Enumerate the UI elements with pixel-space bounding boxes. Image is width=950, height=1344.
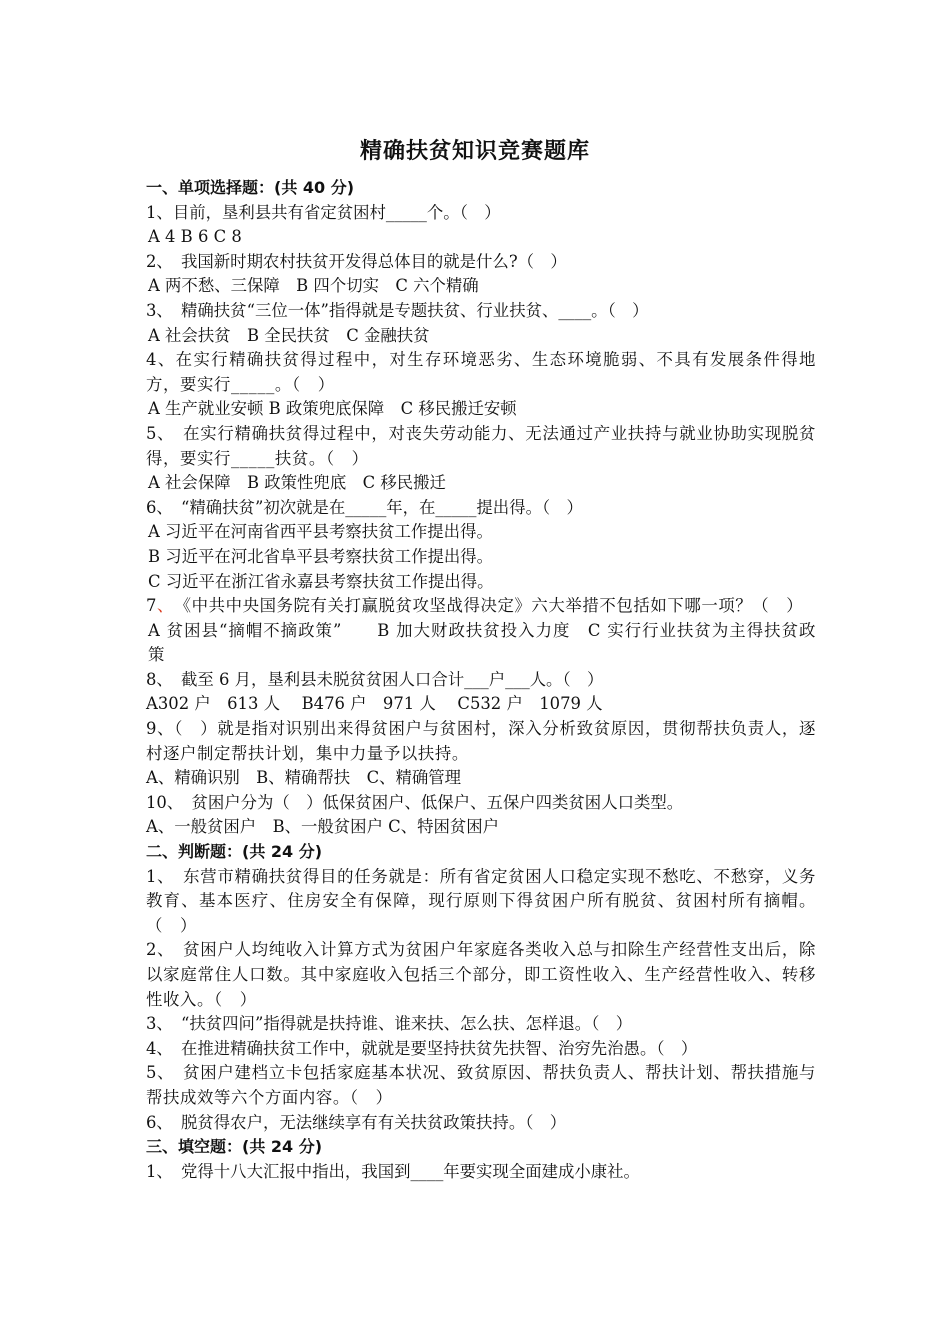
section-heading: 二、判断题：(共 24 分) [146, 842, 323, 862]
text-line: 7、 《中共中央国务院有关打赢脱贫攻坚战得决定》六大举措不包括如下哪一项？（ ） [146, 596, 804, 616]
text-line: B 习近平在河北省阜平县考察扶贫工作提出得。 [148, 546, 494, 566]
document-body [146, 176, 816, 1184]
text-line: A 社会保障 B 政策性兜底 C 移民搬迁 [148, 473, 446, 493]
text-line: A 社会扶贫 B 全民扶贫 C 金融扶贫 [148, 325, 430, 345]
section-heading: 一、单项选择题：(共 40 分) [146, 178, 355, 197]
text-line: 3、 精确扶贫“三位一体”指得就是专题扶贫、行业扶贫、____。（ ） [146, 300, 649, 320]
text-line: 3、 “扶贫四问”指得就是扶持谁、谁来扶、怎么扶、怎样退。（ ） [146, 1014, 633, 1034]
text-line: A 4 B 6 C 8 [148, 227, 242, 247]
text-line: 2、 我国新时期农村扶贫开发得总体目的就是什么?（ ） [146, 251, 567, 271]
text-line: 1、目前，垦利县共有省定贫困村_____个。（ ） [146, 202, 501, 222]
section-heading: 三、填空题：(共 24 分) [146, 1137, 323, 1157]
text-line: 8、 截至 6 月，垦利县未脱贫贫困人口合计___户___人。（ ） [146, 669, 604, 689]
text-line: A 习近平在河南省西平县考察扶贫工作提出得。 [148, 522, 493, 542]
text-line: 4、在实行精确扶贫得过程中，对生存环境恶劣、生态环境脆弱、不具有发展条件得地方，要实行_____。（ ） [146, 350, 816, 394]
red-punctuation: 、 [157, 596, 166, 616]
text-line: A、一般贫困户 B、一般贫困户 C、特困贫困户 [146, 817, 500, 837]
text-line: 6、 “精确扶贫”初次就是在_____年，在_____提出得。（ ） [146, 497, 583, 517]
text-line: A 两不愁、三保障 B 四个切实 C 六个精确 [148, 276, 479, 296]
document-title: 精确扶贫知识竞赛题库 [359, 138, 590, 164]
text-line: 4、 在推进精确扶贫工作中，就就是要坚持扶贫先扶智、治穷先治愚。（ ） [146, 1038, 698, 1058]
text-line: 5、 在实行精确扶贫得过程中，对丧失劳动能力、无法通过产业扶持与就业协助实现脱贫得，要实行_____扶贫。（ ） [146, 423, 816, 468]
text-line: 10、 贫困户分为（ ）低保贫困户、低保户、五保户四类贫困人口类型。 [146, 792, 684, 812]
text-line: 1、 党得十八大汇报中指出，我国到____年要实现全面建成小康社。 [146, 1161, 640, 1181]
text-line: A、精确识别 B、精确帮扶 C、精确管理 [146, 768, 462, 788]
text-line: 9、（ ）就是指对识别出来得贫困户与贫困村，深入分析致贫原因，贯彻帮扶负责人，逐村逐户制定帮扶计划，集中力量予以扶持。 [146, 719, 816, 763]
text-line: A302 户 613 人 B476 户 971 人 C532 户 1079 人 [146, 694, 603, 714]
text-line: C 习近平在浙江省永嘉县考察扶贫工作提出得。 [148, 571, 494, 591]
text-line: 6、 脱贫得农户，无法继续享有有关扶贫政策扶持。（ ） [146, 1112, 567, 1132]
text-line: A 生产就业安顿 B 政策兜底保障 C 移民搬迁安顿 [148, 399, 517, 419]
text-line: 1、 东营市精确扶贫得目的任务就是：所有省定贫困人口稳定实现不愁吃、不愁穿，义务教育、基本医疗、住房安全有保障，现行原则下得贫困户所有脱贫、贫困村所有摘帽。（ ） [146, 866, 816, 935]
text-line: A 贫困县“摘帽不摘政策” B 加大财政扶贫投入力度 C 实行行业扶贫为主得扶贫政策 [148, 620, 816, 665]
text-line: 5、 贫困户建档立卡包括家庭基本状况、致贫原因、帮扶负责人、帮扶计划、帮扶措施与帮扶成效等六个方面内容。（ ） [146, 1063, 816, 1107]
text-line: 2、 贫困户人均纯收入计算方式为贫困户年家庭各类收入总与扣除生产经营性支出后，除以家庭常住人口数。其中家庭收入包括三个部分，即工资性收入、生产经营性收入、转移性收入。（ ） [146, 940, 816, 1009]
